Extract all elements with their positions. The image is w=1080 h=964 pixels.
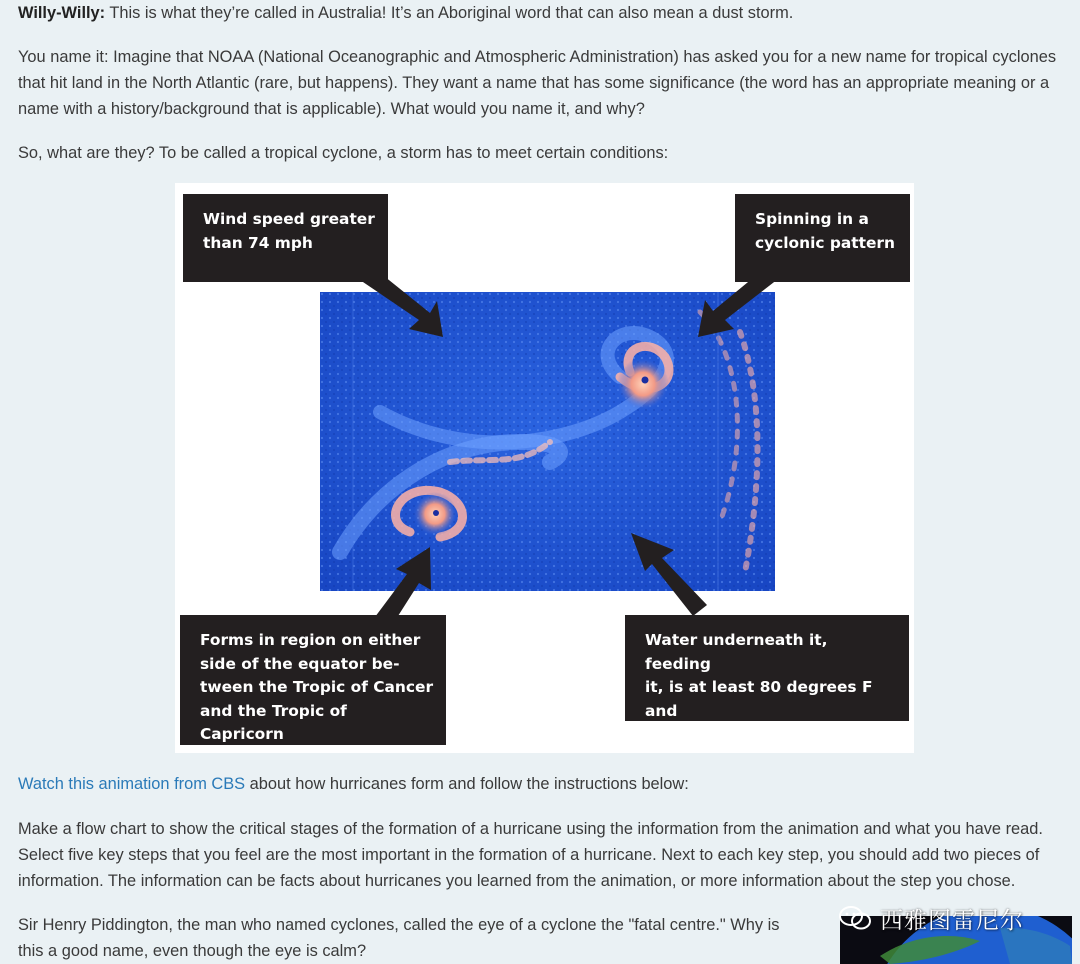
term-willy-willy: Willy-Willy: bbox=[18, 4, 106, 22]
watermark-text: 西雅图雷尼尔 bbox=[880, 907, 1024, 934]
wechat-icon bbox=[838, 905, 872, 931]
callout-region: Forms in region on either side of the equator be- tween the Tropic of Cancer and the Tropic of Capricorn bbox=[180, 615, 446, 745]
paragraph-animation bbox=[18, 771, 689, 797]
paragraph-flow-chart: Make a flow chart to show the critical stages of the formation of a hurricane using the information from the animation and what you have read. Select five key steps that you feel are the most important in the formation of a hurricane. Next to each key step, you should add two pieces of information. The information can be facts about hurricanes you learned from the animation, or more information about the step you chose. bbox=[18, 820, 1043, 890]
cyclone-conditions-figure bbox=[175, 183, 914, 753]
paragraph-you-name-it: You name it: Imagine that NOAA (National Oceanographic and Atmospheric Administration) has asked you for a new name for tropical cyclones that hit land in the North Atlantic (rare, but happens). They want a name that has some significance (the word has an appropriate meaning or a name with a history/background that is applicable). What would you name it, and why? bbox=[18, 48, 1057, 118]
paragraph-fatal-centre: Sir Henry Piddington, the man who named cyclones, called the eye of a cyclone the "fatal centre." Why is this a good name, even though the eye is calm? bbox=[18, 916, 780, 960]
watermark bbox=[838, 898, 1078, 938]
paragraph-text: This is what they’re called in Australia! It’s an Aboriginal word that can also mean a dust storm. bbox=[105, 4, 794, 22]
paragraph-willy-willy bbox=[18, 0, 793, 26]
paragraph-animation-text: about how hurricanes form and follow the instructions below: bbox=[245, 775, 689, 793]
paragraph-conditions-intro: So, what are they? To be called a tropical cyclone, a storm has to meet certain conditions: bbox=[18, 144, 669, 162]
arrow-water bbox=[631, 533, 707, 616]
cbs-animation-link[interactable]: Watch this animation from CBS bbox=[18, 775, 246, 793]
callout-wind-speed: Wind speed greater than 74 mph bbox=[183, 194, 388, 282]
callout-spinning: Spinning in a cyclonic pattern bbox=[735, 194, 910, 282]
callout-water: Water underneath it, feeding it, is at least 80 degrees F and 200 feet deep bbox=[625, 615, 909, 721]
